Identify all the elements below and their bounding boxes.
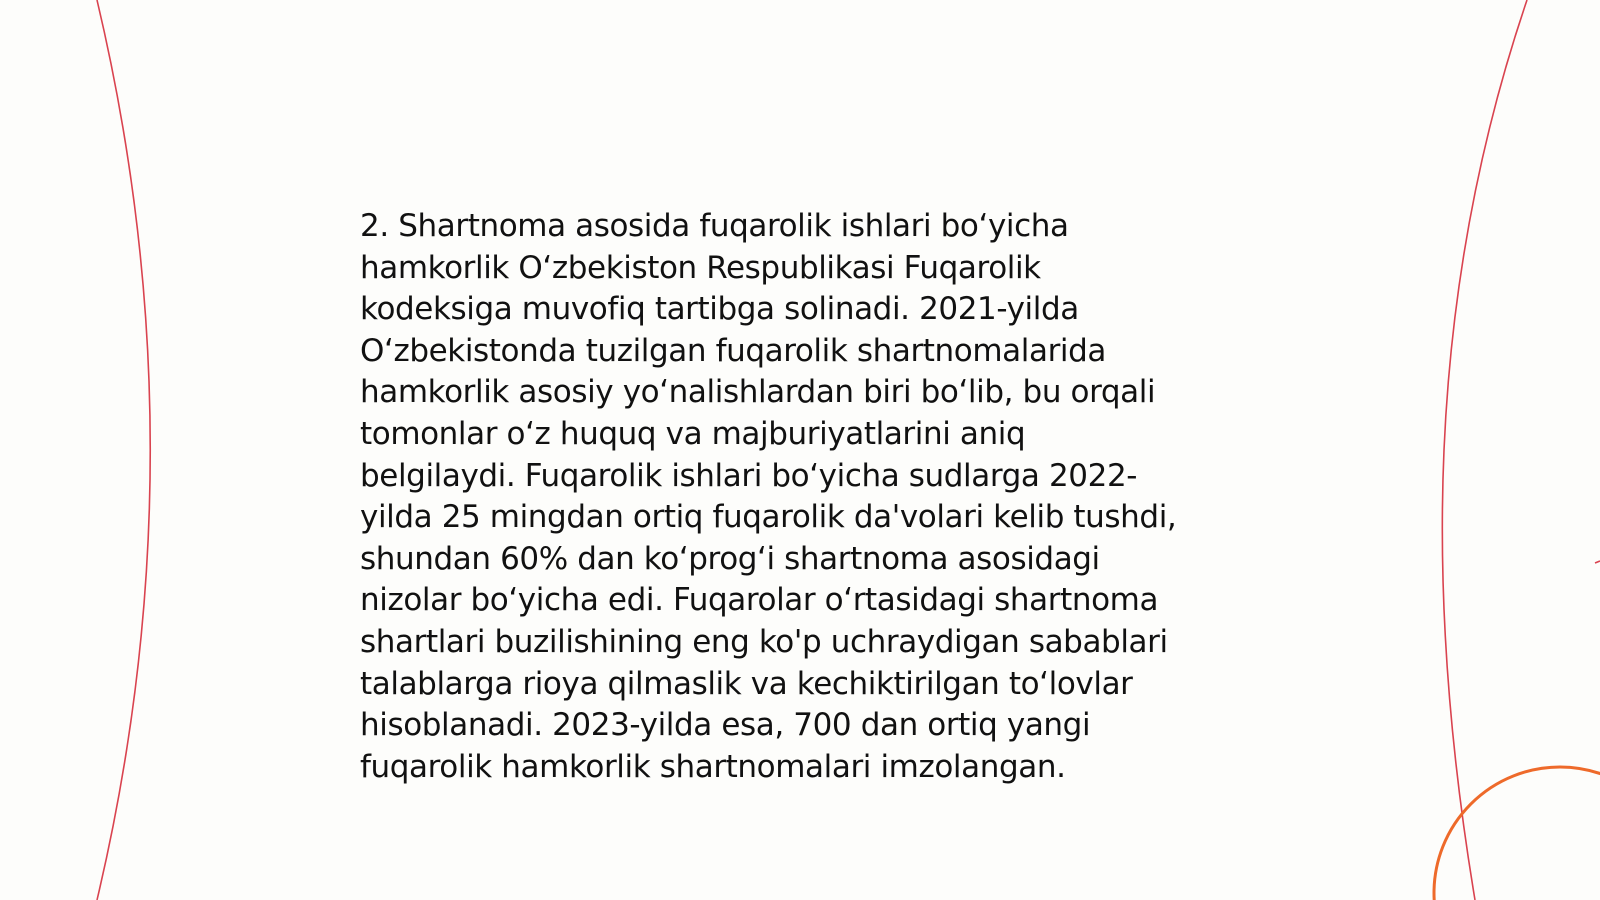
- paragraph-line: shartlari buzilishining eng ko'p uchraydigan sabablari: [360, 623, 1168, 660]
- paragraph-line: 2. Shartnoma asosida fuqarolik ishlari bo‘yicha: [360, 208, 1069, 244]
- paragraph-line: hamkorlik O‘zbekiston Respublikasi Fuqarolik: [360, 249, 1041, 286]
- body-paragraph: [360, 206, 1240, 788]
- paragraph-line: shundan 60% dan ko‘prog‘i shartnoma asosidagi: [360, 540, 1100, 577]
- right-curve-line: [1442, 0, 1527, 900]
- paragraph-line: talablarga rioya qilmaslik va kechiktirilgan to‘lovlar: [360, 665, 1133, 702]
- small-mark: [1595, 561, 1600, 563]
- paragraph-line: tomonlar o‘z huquq va majburiyatlarini aniq: [360, 415, 1026, 452]
- paragraph-line: yilda 25 mingdan ortiq fuqarolik da'volari kelib tushdi,: [360, 499, 1177, 536]
- paragraph-line: kodeksiga muvofiq tartibga solinadi. 2021-yilda: [360, 291, 1079, 328]
- left-curve-line: [97, 0, 150, 900]
- paragraph-line: fuqarolik hamkorlik shartnomalari imzolangan.: [360, 748, 1066, 785]
- paragraph-line: belgilaydi. Fuqarolik ishlari bo‘yicha sudlarga 2022-: [360, 457, 1138, 494]
- paragraph-line: hamkorlik asosiy yo‘nalishlardan biri bo‘lib, bu orqali: [360, 374, 1156, 411]
- paragraph-line: hisoblanadi. 2023-yilda esa, 700 dan ortiq yangi: [360, 707, 1091, 744]
- paragraph-line: nizolar bo‘yicha edi. Fuqarolar o‘rtasidagi shartnoma: [360, 582, 1159, 619]
- paragraph-line: O‘zbekistonda tuzilgan fuqarolik shartnomalarida: [360, 332, 1107, 369]
